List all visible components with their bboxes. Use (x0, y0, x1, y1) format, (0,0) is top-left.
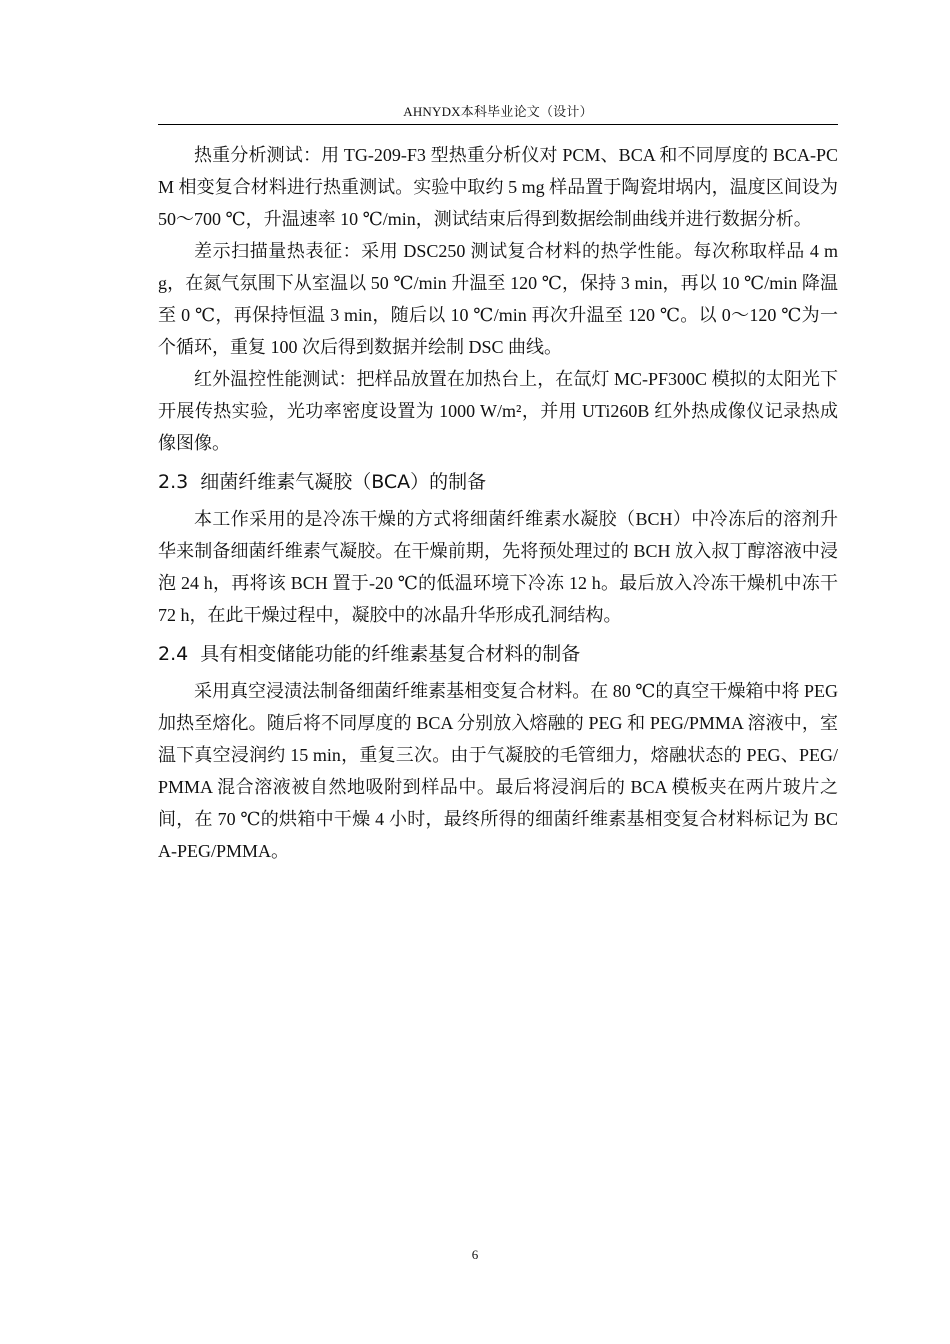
paragraph-bca-preparation: 本工作采用的是冷冻干燥的方式将细菌纤维素水凝胶（BCH）中冷冻后的溶剂升华来制备细菌纤维素气凝胶。在干燥前期，先将预处理过的 BCH 放入叔丁醇溶液中浸泡 24 h，再将该 BCH 置于-20 ℃的低温环境下冷冻 12 h。最后放入冷冻干燥机中冻干 72 h，在此干燥过程中，凝胶中的冰晶升华形成孔洞结构。 (158, 509, 838, 625)
section-number: 2.3 (158, 471, 189, 493)
paragraph-composite-preparation: 采用真空浸渍法制备细菌纤维素基相变复合材料。在 80 ℃的真空干燥箱中将 PEG 加热至熔化。随后将不同厚度的 BCA 分别放入熔融的 PEG 和 PEG/PMMA 溶液中，室温下真空浸润约 15 min，重复三次。由于气凝胶的毛管细力，熔融状态的 PEG、PEG/PMMA 混合溶液被自然地吸附到样品中。最后将浸润后的 BCA 模板夹在两片玻片之间，在 70 ℃的烘箱中干燥 4 小时，最终所得的细菌纤维素基相变复合材料标记为 BCA-PEG/PMMA。 (158, 681, 838, 861)
section-title: 具有相变储能功能的纤维素基复合材料的制备 (200, 643, 581, 665)
page-body (158, 139, 838, 867)
paragraph-dsc-test: 差示扫描量热表征：采用 DSC250 测试复合材料的热学性能。每次称取样品 4 mg，在氮气氛围下从室温以 50 ℃/min 升温至 120 ℃，保持 3 min，再以 10 ℃/min 降温至 0 ℃，再保持恒温 3 min，随后以 10 ℃/min 再次升温至 120 ℃。以 0～120 ℃为一个循环，重复 100 次后得到数据并绘制 DSC 曲线。 (158, 241, 838, 357)
section-number: 2.4 (158, 643, 189, 665)
section-title: 细菌纤维素气凝胶（BCA）的制备 (200, 471, 487, 493)
page-number: 6 (471, 1247, 479, 1262)
paragraph-tga-test: 热重分析测试：用 TG-209-F3 型热重分析仪对 PCM、BCA 和不同厚度的 BCA-PCM 相变复合材料进行热重测试。实验中取约 5 mg 样品置于陶瓷坩埚内，温度区间设为 50～700 ℃，升温速率 10 ℃/min，测试结束后得到数据绘制曲线并进行数据分析。 (158, 145, 838, 229)
section-heading-2-4 (158, 631, 838, 675)
header-rule (158, 124, 838, 125)
section-heading-2-3 (158, 459, 838, 503)
paragraph-infrared-test: 红外温控性能测试：把样品放置在加热台上，在氙灯 MC-PF300C 模拟的太阳光下开展传热实验，光功率密度设置为 1000 W/m²，并用 UTi260B 红外热成像仪记录热成像图像。 (158, 369, 838, 453)
running-header: AHNYDX本科毕业论文（设计） (403, 104, 593, 119)
